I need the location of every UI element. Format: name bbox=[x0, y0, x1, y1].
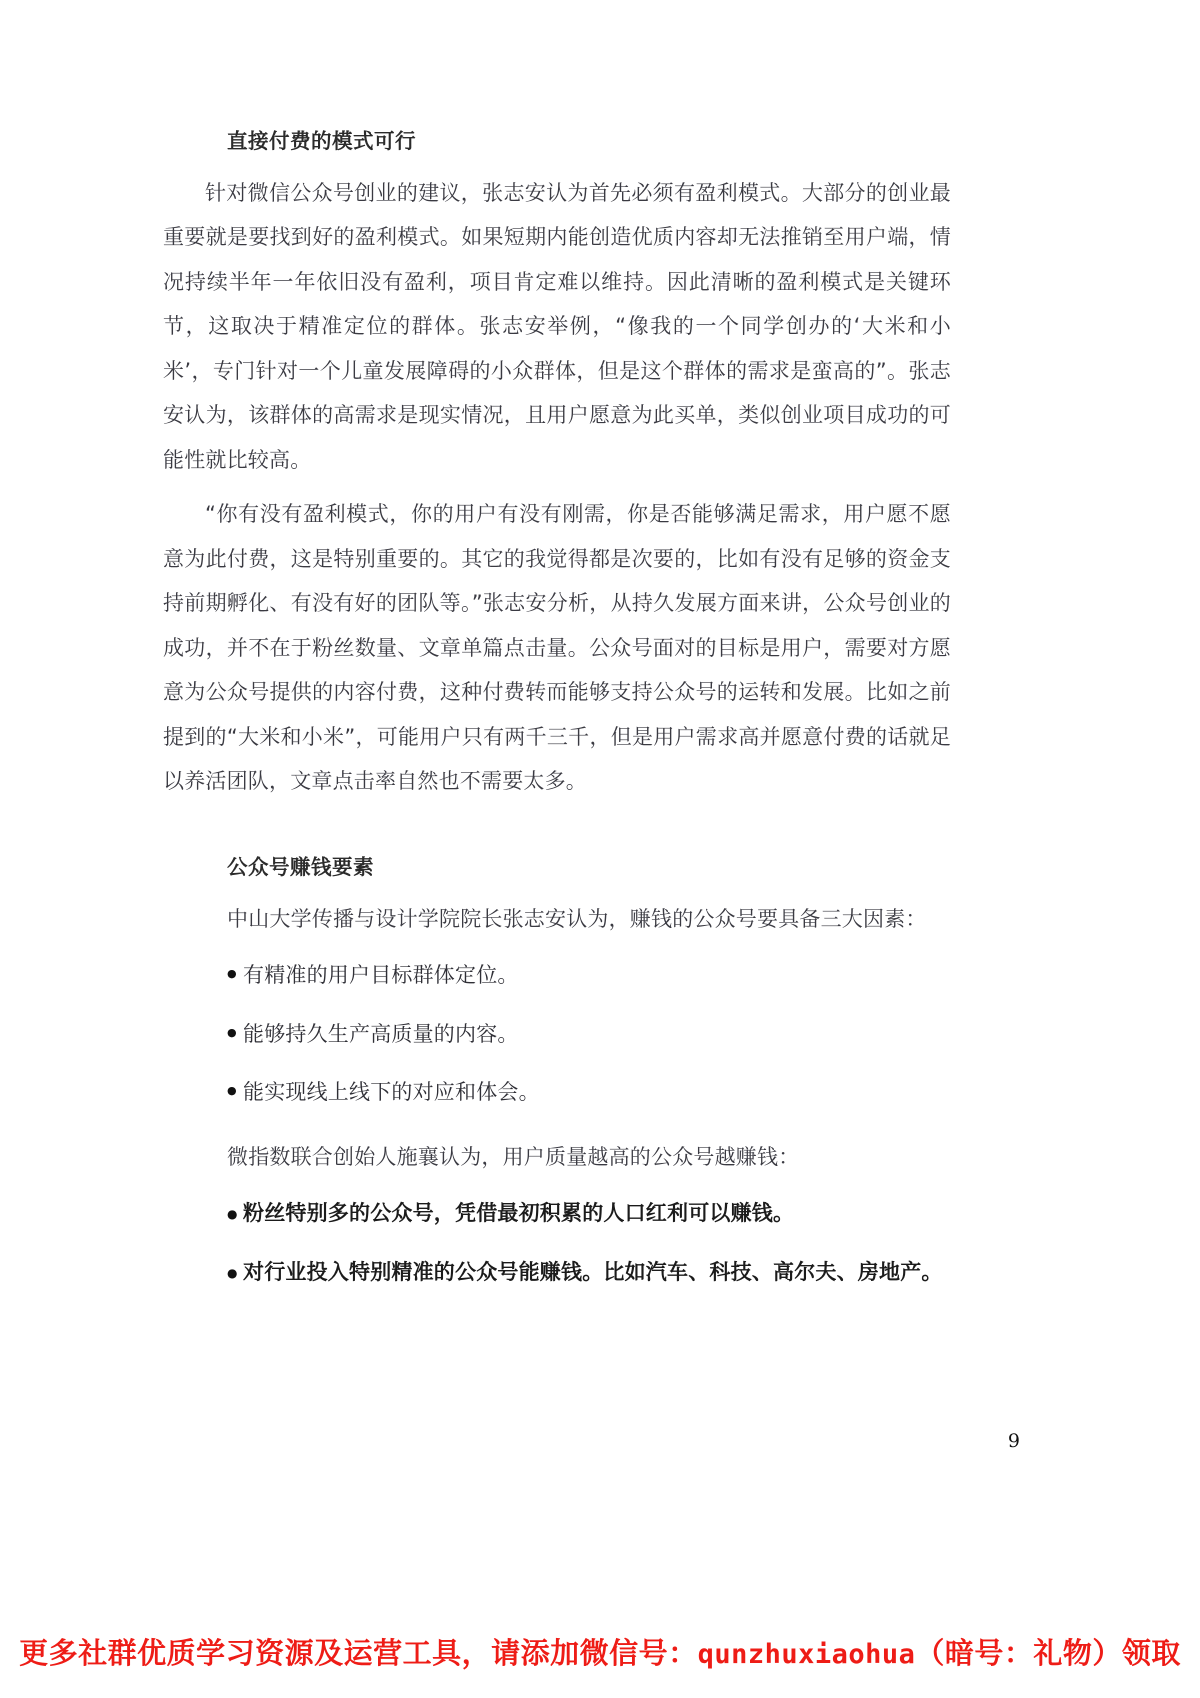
section-money-factors bbox=[163, 852, 951, 1294]
promo-wechat-id: qunzhuxiaohua bbox=[697, 1639, 916, 1670]
body-paragraph-1: 针对微信公众号创业的建议，张志安认为首先必须有盈利模式。大部分的创业最重要就是要找到好的盈利模式。如果短期内能创造优质内容却无法推销至用户端，情况持续半年一年依旧没有盈利，项目肯定难以维持。因此清晰的盈利模式是关键环节，这取决于精准定位的群体。张志安举例，“像我的一个同学创办的‘大米和小米’，专门针对一个儿童发展障碍的小众群体，但是这个群体的需求是蛮高的”。张志安认为，该群体的高需求是现实情况，且用户愿意为此买单，类似创业项目成功的可能性就比较高。 bbox=[163, 180, 951, 472]
bullet-list-factors bbox=[163, 953, 951, 1115]
page-number: 9 bbox=[1007, 1430, 1020, 1452]
page-content bbox=[163, 126, 951, 1308]
list-item: ● 能够持久生产高质量的内容。 bbox=[227, 1012, 951, 1057]
section-direct-payment bbox=[163, 126, 951, 804]
promo-footer-banner bbox=[0, 1631, 1200, 1672]
intro-line-shi-xiang: 微指数联合创始人施襄认为，用户质量越高的公众号越赚钱： bbox=[227, 1144, 800, 1169]
intro-line-zhang-zhian: 中山大学传播与设计学院院长张志安认为，赚钱的公众号要具备三大因素： bbox=[227, 906, 927, 931]
body-paragraph-2: “你有没有盈利模式，你的用户有没有刚需，你是否能够满足需求，用户愿不愿意为此付费，这是特别重要的。其它的我觉得都是次要的，比如有没有足够的资金支持前期孵化、有没有好的团队等。”张志安分析，从持久发展方面来讲，公众号创业的成功，并不在于粉丝数量、文章单篇点击量。公众号面对的目标是用户，需要对方愿意为公众号提供的内容付费，这种付费转而能够支持公众号的运转和发展。比如之前提到的“大米和小米”，可能用户只有两千三千，但是用户需求高并愿意付费的话就足以养活团队，文章点击率自然也不需要太多。 bbox=[163, 502, 951, 794]
list-item: ● 能实现线上线下的对应和体会。 bbox=[227, 1070, 951, 1115]
list-item: ● 有精准的用户目标群体定位。 bbox=[227, 953, 951, 998]
list-item: ● 对行业投入特别精准的公众号能赚钱。比如汽车、科技、高尔夫、房地产。 bbox=[227, 1250, 951, 1295]
promo-text-before: 更多社群优质学习资源及运营工具，请添加微信号： bbox=[19, 1636, 698, 1670]
section-heading-2: 公众号赚钱要素 bbox=[227, 854, 374, 879]
bullet-list-earning bbox=[163, 1191, 951, 1294]
list-item: ● 粉丝特别多的公众号，凭借最初积累的人口红利可以赚钱。 bbox=[227, 1191, 951, 1236]
section-heading-1: 直接付费的模式可行 bbox=[227, 129, 416, 153]
promo-text-after: （暗号：礼物）领取 bbox=[915, 1636, 1181, 1670]
